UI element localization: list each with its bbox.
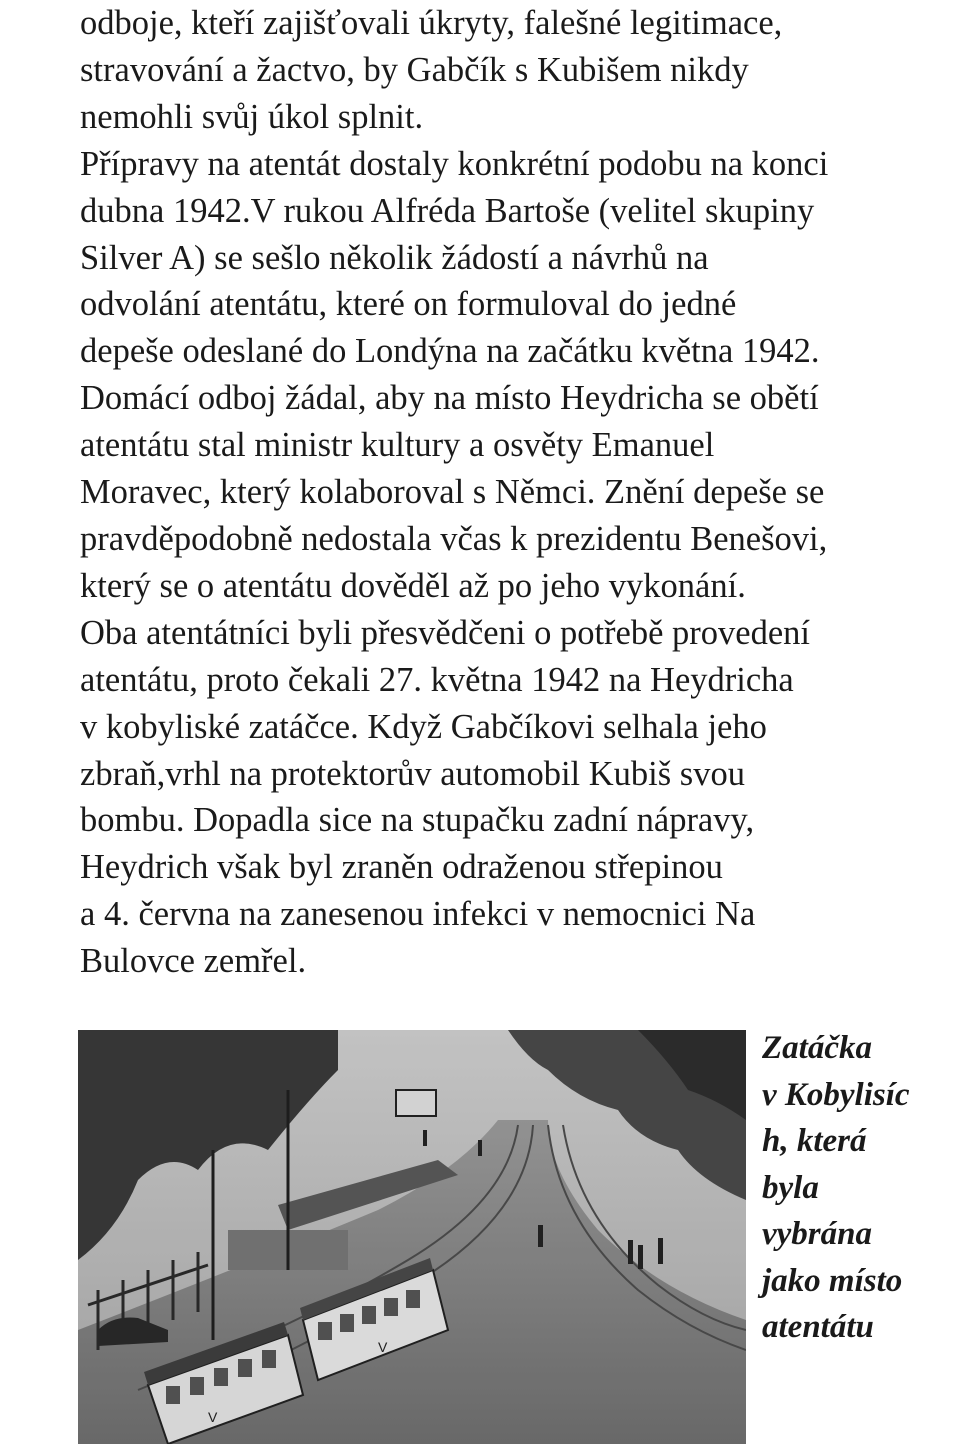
text-line: který se o atentátu dověděl až po jeho vykonání.	[80, 566, 746, 605]
text-line: Oba atentátníci byli přesvědčeni o potřebě provedení	[80, 613, 810, 652]
photo-illustration	[78, 1030, 746, 1444]
tram-route-label-right: V	[378, 1339, 388, 1355]
text-line: Heydrich však byl zraněn odraženou střepinou	[80, 848, 723, 887]
text-line: nemohli svůj úkol splnit.	[80, 97, 424, 136]
text-line: atentátu stal ministr kultury a osvěty Emanuel	[80, 426, 715, 465]
text-line: bombu. Dopadla sice na stupačku zadní nápravy,	[80, 801, 755, 840]
text-line: pravděpodobně nedostala včas k prezidentu Benešovi,	[80, 519, 828, 558]
photo-caption	[762, 1025, 957, 1351]
text-line: stravování a žactvo, by Gabčík s Kubišem nikdy	[80, 50, 749, 89]
text-line: v kobyliské zatáčce. Když Gabčíkovi selhala jeho	[80, 707, 767, 746]
text-line: dubna 1942.V rukou Alfréda Bartoše (velitel skupiny	[80, 191, 815, 230]
text-line: odboje, kteří zajišťovali úkryty, falešné legitimace,	[80, 4, 783, 42]
text-line: odvolání atentátu, které on formuloval do jedné	[80, 285, 737, 324]
text-line: depeše odeslané do Londýna na začátku května 1942.	[80, 332, 820, 371]
caption-line: byla	[762, 1169, 819, 1206]
text-line: atentátu, proto čekali 27. května 1942 na Heydricha	[80, 660, 794, 699]
text-line: Moravec, který kolaboroval s Němci. Znění depeše se	[80, 473, 825, 512]
text-line: Silver A) se sešlo několik žádostí a návrhů na	[80, 238, 709, 277]
text-line: Bulovce zemřel.	[80, 942, 307, 981]
caption-line: jako místo	[762, 1262, 903, 1299]
caption-line: atentátu	[762, 1309, 874, 1345]
caption-line: vybrána	[762, 1216, 872, 1252]
caption-line: v Kobylisíc	[762, 1076, 910, 1113]
body-text	[80, 0, 960, 985]
historical-photo-kobylisy-curve	[78, 1030, 746, 1444]
text-line: Přípravy na atentát dostaly konkrétní podobu na konci	[80, 144, 829, 183]
caption-line: h, která	[762, 1123, 867, 1159]
tram-route-label-left: V	[208, 1409, 218, 1425]
text-line: a 4. června na zanesenou infekci v nemocnici Na	[80, 895, 756, 934]
text-line: Domácí odboj žádal, aby na místo Heydricha se obětí	[80, 379, 819, 418]
caption-line: Zatáčka	[762, 1030, 872, 1066]
text-line: zbraň,vrhl na protektorův automobil Kubiš svou	[80, 754, 745, 793]
